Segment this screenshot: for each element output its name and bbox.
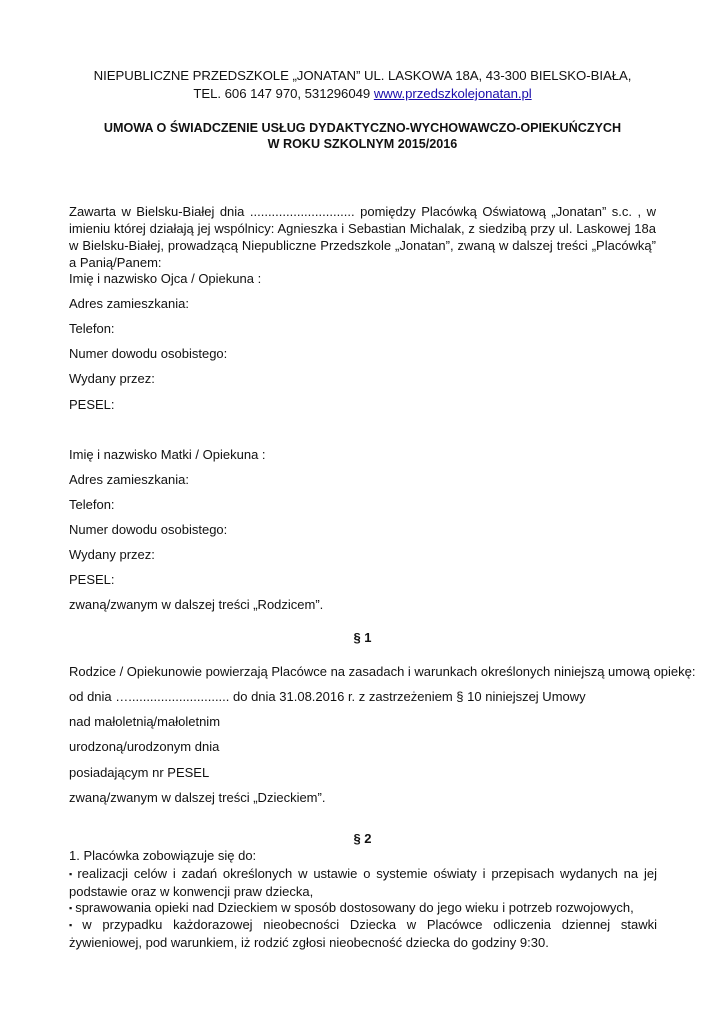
mother-id-issued-by-field: Wydany przez: [69,547,155,562]
section-1-line: posiadającym nr PESEL [69,765,210,780]
section-2-bullet-item [69,865,657,900]
document-title-line-2: W ROKU SZKOLNYM 2015/2016 [267,137,458,151]
header-phone: TEL. 606 147 970, 531296049 [193,86,374,101]
section-1-line: Rodzice / Opiekunowie powierzają Placówce na zasadach i warunkach określonych niniejszą umową opiekę: [69,664,696,679]
section-1-line: urodzoną/urodzonym dnia [69,739,220,754]
intro-paragraph: Zawarta w Bielsku-Białej dnia ............................. pomiędzy Placówką Oświatową „Jonatan” s.c. , w imieniu której działają jej wspólnicy: Agnieszka i Sebastian Michalak, z siedzibą przy ul. Laskowej 18a w Bielsku-Białej, prowadzącą Niepubliczne Przedszkole „Jonatan”, zwaną w dalszej treści „Placówką” a Panią/Panem: [69,204,656,270]
mother-name-field: Imię i nazwisko Matki / Opiekuna : [69,447,266,462]
bullet-text: sprawowania opieki nad Dzieckiem w sposób dostosowany do jego wieku i potrzeb rozwojowych, [75,900,634,915]
mother-id-number-field: Numer dowodu osobistego: [69,522,228,537]
website-link[interactable]: www.przedszkolejonatan.pl [373,86,532,101]
bullet-text: realizacji celów i zadań określonych w ustawie o systemie oświaty i przepisach wydanych na jej podstawie oraz w konwencji praw dziecka, [69,866,657,899]
section-2-bullet-item [69,899,657,917]
section-2-mark: § 2 [353,831,372,846]
document-title-line-1: UMOWA O ŚWIADCZENIE USŁUG DYDAKTYCZNO-WYCHOWAWCZO-OPIEKUŃCZYCH [103,121,622,135]
mother-address-field: Adres zamieszkania: [69,472,189,487]
father-name-field: Imię i nazwisko Ojca / Opiekuna : [69,271,262,286]
mother-pesel-field: PESEL: [69,572,115,587]
father-id-issued-by-field: Wydany przez: [69,371,155,386]
father-phone-field: Telefon: [69,321,115,336]
parent-clause: zwaną/zwanym w dalszej treści „Rodzicem”. [69,597,324,612]
father-address-field: Adres zamieszkania: [69,296,189,311]
section-1-line: nad małoletnią/małoletnim [69,714,221,729]
bullet-text: w przypadku każdorazowej nieobecności Dziecka w Placówce odliczenia dziennej stawki żywieniowej, pod warunkiem, iż rodzić zgłosi nieobecność dziecka do godziny 9:30. [69,917,657,950]
father-pesel-field: PESEL: [69,397,115,412]
header-line-1: NIEPUBLICZNE PRZEDSZKOLE „JONATAN” UL. LASKOWA 18A, 43-300 BIELSKO-BIAŁA, [93,68,632,83]
bullet-square-icon: ▪ [69,920,80,930]
section-2-intro: 1. Placówka zobowiązuje się do: [69,848,257,863]
header-line-2 [0,86,725,101]
bullet-square-icon: ▪ [69,903,73,913]
father-id-number-field: Numer dowodu osobistego: [69,346,228,361]
mother-phone-field: Telefon: [69,497,115,512]
bullet-square-icon: ▪ [69,869,75,879]
section-1-line: zwaną/zwanym w dalszej treści „Dzieckiem”. [69,790,326,805]
section-1-line: od dnia …............................ do dnia 31.08.2016 r. z zastrzeżeniem § 10 niniejszej Umowy [69,689,586,704]
section-2-bullet-item [69,916,657,951]
section-1-mark: § 1 [353,630,372,645]
